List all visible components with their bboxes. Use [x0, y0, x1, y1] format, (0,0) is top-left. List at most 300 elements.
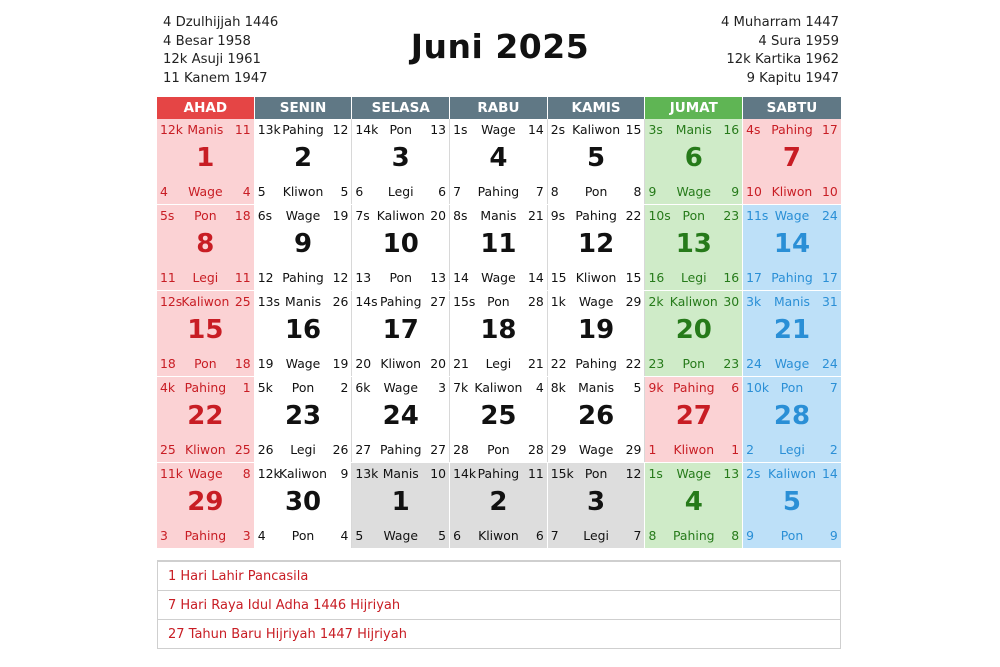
pasaran-name: Manis [285, 294, 322, 309]
javanese-day: 3 [438, 380, 447, 395]
hijri-day: 12s [160, 294, 183, 309]
day-cell-top-info [450, 208, 547, 225]
javanese-day: 17 [822, 122, 838, 137]
pasaran-secondary: Legi [290, 442, 316, 457]
hijri-day: 1s [453, 122, 468, 137]
day-cell-top-info [645, 122, 742, 139]
pasaran-secondary: Pahing [575, 356, 617, 371]
date-number: 23 [284, 401, 322, 431]
lunar-day: 17 [746, 270, 762, 285]
secondary-day: 26 [332, 442, 349, 457]
date-number: 13 [675, 229, 712, 259]
day-cell[interactable] [450, 205, 548, 290]
day-cell-bottom-info [157, 184, 254, 201]
lunar-day: 9 [648, 184, 657, 199]
day-cell-top-info [743, 122, 841, 139]
javanese-day: 15 [625, 122, 642, 137]
day-cell-top-info [743, 294, 841, 311]
lunar-day: 21 [453, 356, 469, 371]
pasaran-secondary: Kliwon [673, 442, 715, 457]
secondary-day: 5 [340, 184, 349, 199]
day-cell[interactable] [352, 119, 450, 204]
pasaran-name: Kaliwon [572, 122, 621, 137]
date-number: 6 [684, 143, 703, 173]
javanese-day: 11 [527, 466, 544, 481]
day-cell[interactable] [352, 377, 450, 462]
pasaran-secondary: Pon [584, 184, 608, 199]
day-cell[interactable] [352, 205, 450, 290]
secondary-day: 27 [430, 442, 447, 457]
pasaran-secondary: Pahing [771, 270, 813, 285]
date-number: 2 [293, 143, 313, 173]
day-cell[interactable] [450, 291, 548, 376]
day-cell-bottom-info [645, 356, 742, 373]
hijri-day: 5k [257, 380, 273, 395]
hijri-day: 14k [355, 122, 379, 137]
header-right-line: 12k Kartika 1962 [726, 52, 839, 68]
date-number: 19 [578, 315, 615, 345]
day-cell-bottom-info [450, 356, 547, 373]
day-cell[interactable] [645, 377, 743, 462]
pasaran-name: Wage [188, 466, 223, 481]
day-cell[interactable] [548, 377, 646, 462]
pasaran-name: Kaliwon [279, 466, 327, 481]
secondary-day: 12 [332, 270, 349, 285]
lunar-day: 24 [746, 356, 762, 371]
day-cell-top-info [450, 122, 547, 139]
secondary-day: 2 [829, 442, 838, 457]
secondary-day: 13 [430, 270, 447, 285]
day-cell-top-info [255, 466, 352, 483]
javanese-day: 28 [527, 294, 544, 309]
pasaran-secondary: Pon [682, 356, 706, 371]
date-number: 21 [773, 315, 811, 345]
pasaran-name: Pon [291, 380, 315, 395]
javanese-day: 8 [242, 466, 251, 481]
javanese-day: 20 [430, 208, 447, 223]
pasaran-name: Kaliwon [474, 380, 523, 395]
day-cell-bottom-info [255, 184, 352, 201]
day-cell-top-info [645, 208, 742, 225]
lunar-day: 6 [355, 184, 364, 199]
day-cell-bottom-info [645, 270, 742, 287]
hijri-day: 7k [453, 380, 469, 395]
pasaran-name: Kaliwon [669, 294, 718, 309]
secondary-day: 9 [731, 184, 740, 199]
secondary-day: 21 [527, 356, 544, 371]
lunar-day: 6 [453, 528, 461, 543]
day-cell-top-info [645, 294, 742, 311]
pasaran-secondary: Pon [780, 528, 804, 543]
lunar-day: 8 [550, 184, 559, 199]
calendar-week-row [157, 119, 841, 205]
lunar-day: 7 [550, 528, 559, 543]
javanese-day: 14 [527, 122, 544, 137]
date-number: 20 [675, 315, 712, 345]
date-number: 2 [489, 487, 508, 517]
day-cell-top-info [450, 466, 547, 483]
date-number: 5 [587, 143, 606, 173]
weekday-header-kamis: KAMIS [548, 97, 646, 119]
pasaran-name: Wage [481, 122, 516, 137]
date-number: 10 [382, 229, 419, 259]
pasaran-secondary: Kliwon [575, 270, 617, 285]
weekday-header-senin: SENIN [255, 97, 353, 119]
header-left-line: 11 Kanem 1947 [163, 70, 268, 86]
day-cell-bottom-info [548, 356, 645, 373]
pasaran-name: Pahing [771, 122, 813, 137]
pasaran-secondary: Legi [583, 528, 609, 543]
day-cell[interactable] [645, 119, 743, 204]
day-cell-top-info [157, 122, 254, 139]
pasaran-name: Pon [389, 122, 412, 137]
date-number: 29 [187, 487, 224, 517]
lunar-day: 3 [160, 528, 168, 543]
calendar-grid [157, 97, 841, 549]
javanese-day: 10 [430, 466, 447, 481]
hijri-day: 15k [550, 466, 574, 481]
pasaran-name: Pon [194, 208, 217, 223]
day-cell[interactable] [743, 119, 841, 204]
pasaran-name: Wage [676, 466, 712, 481]
lunar-day: 26 [257, 442, 274, 457]
calendar-week-row [157, 463, 841, 549]
day-cell-top-info [352, 380, 449, 397]
secondary-day: 22 [625, 356, 642, 371]
lunar-day: 16 [648, 270, 665, 285]
javanese-day: 29 [625, 294, 642, 309]
secondary-day: 7 [535, 184, 544, 199]
secondary-day: 3 [242, 528, 251, 543]
pasaran-name: Pahing [282, 122, 324, 137]
day-cell[interactable] [255, 291, 353, 376]
pasaran-name: Pon [780, 380, 804, 395]
secondary-day: 9 [829, 528, 838, 543]
day-cell[interactable] [157, 205, 255, 290]
day-cell-bottom-info [255, 528, 352, 545]
pasaran-secondary: Pahing [673, 528, 715, 543]
day-cell-bottom-info [450, 442, 547, 459]
date-number: 17 [382, 315, 419, 345]
day-cell-bottom-info [743, 442, 841, 459]
day-cell-top-info [157, 208, 254, 225]
secondary-day: 6 [438, 184, 447, 199]
pasaran-name: Wage [285, 208, 321, 223]
pasaran-name: Pon [682, 208, 706, 223]
pasaran-secondary: Pahing [477, 184, 520, 199]
pasaran-secondary: Pon [487, 442, 510, 457]
weekday-header-selasa: SELASA [352, 97, 450, 119]
day-cell[interactable] [645, 205, 743, 290]
javanese-day: 30 [723, 294, 740, 309]
pasaran-secondary: Pahing [282, 270, 324, 285]
day-cell[interactable] [743, 377, 841, 462]
date-number: 4 [684, 487, 703, 517]
hijri-day: 3s [648, 122, 663, 137]
day-cell-top-info [450, 294, 547, 311]
secondary-day: 29 [625, 442, 642, 457]
pasaran-name: Pon [487, 294, 510, 309]
holiday-item: 27 Tahun Baru Hijriyah 1447 Hijriyah [157, 620, 841, 649]
pasaran-secondary: Wage [285, 356, 321, 371]
pasaran-name: Manis [578, 380, 615, 395]
javanese-day: 7 [829, 380, 838, 395]
date-number: 18 [480, 315, 517, 345]
pasaran-name: Pahing [477, 466, 520, 481]
hijri-day: 5s [160, 208, 175, 223]
pasaran-secondary: Kliwon [771, 184, 813, 199]
day-cell-top-info [548, 466, 645, 483]
day-cell-top-info [352, 466, 449, 483]
hijri-day: 2s [746, 466, 761, 481]
date-number: 26 [578, 401, 615, 431]
day-cell-bottom-info [645, 528, 742, 545]
lunar-day: 25 [160, 442, 176, 457]
lunar-day: 5 [355, 528, 364, 543]
pasaran-secondary: Legi [192, 270, 219, 285]
day-cell-top-info [743, 380, 841, 397]
javanese-day: 25 [234, 294, 251, 309]
javanese-day: 22 [625, 208, 642, 223]
day-cell[interactable] [157, 119, 255, 204]
header-left-line: 4 Dzulhijjah 1446 [163, 15, 279, 30]
day-cell[interactable] [450, 463, 548, 548]
day-cell-bottom-info [255, 270, 352, 287]
date-number: 5 [782, 487, 802, 517]
day-cell-top-info [450, 380, 547, 397]
day-cell[interactable] [352, 463, 450, 548]
header-left-line: 4 Besar 1958 [163, 33, 251, 49]
javanese-day: 27 [430, 294, 447, 309]
date-number: 16 [284, 315, 322, 345]
day-cell[interactable] [450, 119, 548, 204]
day-cell-bottom-info [548, 442, 645, 459]
javanese-day: 11 [234, 122, 251, 137]
day-cell-top-info [255, 294, 352, 311]
pasaran-name: Wage [383, 380, 418, 395]
weekday-header-ahad: AHAD [157, 97, 255, 119]
date-number: 1 [196, 143, 215, 173]
pasaran-secondary: Legi [485, 356, 512, 371]
day-cell-bottom-info [352, 184, 449, 201]
hijri-javanese-end-info [721, 14, 839, 88]
secondary-day: 18 [234, 356, 251, 371]
lunar-day: 7 [453, 184, 461, 199]
date-number: 9 [293, 229, 313, 259]
day-cell[interactable] [743, 291, 841, 376]
hijri-day: 6k [355, 380, 371, 395]
day-cell[interactable] [548, 463, 646, 548]
date-number: 27 [675, 401, 712, 431]
header-left-line: 12k Asuji 1961 [163, 52, 261, 68]
day-cell-top-info [743, 466, 841, 483]
day-cell[interactable] [743, 463, 841, 548]
lunar-day: 12 [257, 270, 274, 285]
day-cell-bottom-info [450, 528, 547, 545]
header-right-line: 9 Kapitu 1947 [746, 70, 839, 86]
hijri-day: 2s [550, 122, 566, 137]
date-number: 7 [782, 143, 802, 173]
date-number: 8 [196, 229, 215, 259]
pasaran-secondary: Pahing [379, 442, 422, 457]
hijri-day: 10k [746, 380, 770, 395]
day-cell[interactable] [157, 463, 255, 548]
day-cell-bottom-info [645, 184, 742, 201]
hijri-day: 12k [160, 122, 183, 137]
secondary-day: 14 [527, 270, 544, 285]
secondary-day: 25 [234, 442, 251, 457]
date-number: 30 [284, 487, 322, 517]
day-cell-top-info [548, 122, 645, 139]
pasaran-name: Manis [675, 122, 712, 137]
day-cell-top-info [548, 208, 645, 225]
day-cell-bottom-info [548, 270, 645, 287]
pasaran-secondary: Kliwon [185, 442, 226, 457]
pasaran-secondary: Pon [194, 356, 217, 371]
lunar-day: 9 [746, 528, 755, 543]
day-cell-bottom-info [743, 528, 841, 545]
day-cell-bottom-info [157, 442, 254, 459]
lunar-day: 8 [648, 528, 657, 543]
lunar-day: 10 [746, 184, 762, 199]
pasaran-name: Pon [584, 466, 608, 481]
hijri-day: 8k [550, 380, 566, 395]
javanese-day: 5 [633, 380, 642, 395]
date-number: 24 [382, 401, 419, 431]
lunar-day: 13 [355, 270, 372, 285]
day-cell-top-info [352, 208, 449, 225]
lunar-day: 20 [355, 356, 372, 371]
pasaran-name: Pahing [379, 294, 422, 309]
javanese-day: 9 [340, 466, 349, 481]
day-cell[interactable] [255, 377, 353, 462]
day-cell-top-info [157, 380, 254, 397]
date-number: 3 [391, 143, 410, 173]
pasaran-name: Pahing [575, 208, 617, 223]
day-cell[interactable] [743, 205, 841, 290]
pasaran-secondary: Kliwon [282, 184, 324, 199]
pasaran-secondary: Legi [387, 184, 414, 199]
day-cell-bottom-info [645, 442, 742, 459]
secondary-day: 6 [535, 528, 544, 543]
holiday-item: 1 Hari Lahir Pancasila [157, 562, 841, 591]
secondary-day: 11 [234, 270, 251, 285]
javanese-day: 12 [332, 122, 349, 137]
secondary-day: 24 [822, 356, 838, 371]
javanese-day: 2 [340, 380, 349, 395]
hijri-javanese-start-info [163, 14, 278, 88]
weekday-header-sabtu: SABTU [743, 97, 841, 119]
day-cell-top-info [352, 122, 449, 139]
weekday-header-row [157, 97, 841, 119]
day-cell-bottom-info [157, 270, 254, 287]
secondary-day: 4 [242, 184, 251, 199]
hijri-day: 6s [257, 208, 273, 223]
day-cell[interactable] [645, 291, 743, 376]
lunar-day: 1 [648, 442, 657, 457]
secondary-day: 20 [430, 356, 447, 371]
hijri-day: 4s [746, 122, 761, 137]
day-cell[interactable] [548, 119, 646, 204]
hijri-day: 1k [550, 294, 566, 309]
secondary-day: 4 [340, 528, 349, 543]
day-cell-top-info [157, 466, 254, 483]
day-cell[interactable] [255, 205, 353, 290]
day-cell[interactable] [255, 119, 353, 204]
date-number: 22 [187, 401, 224, 431]
pasaran-name: Manis [187, 122, 224, 137]
day-cell-bottom-info [743, 270, 841, 287]
day-cell-bottom-info [157, 528, 254, 545]
day-cell[interactable] [450, 377, 548, 462]
javanese-day: 12 [625, 466, 642, 481]
lunar-day: 15 [550, 270, 567, 285]
javanese-day: 26 [332, 294, 349, 309]
lunar-day: 27 [355, 442, 372, 457]
date-number: 28 [773, 401, 811, 431]
day-cell-bottom-info [255, 442, 352, 459]
day-cell-top-info [157, 294, 254, 311]
day-cell-bottom-info [548, 184, 645, 201]
hijri-day: 2k [648, 294, 664, 309]
day-cell-top-info [645, 380, 742, 397]
pasaran-name: Manis [480, 208, 517, 223]
pasaran-name: Wage [774, 208, 810, 223]
javanese-day: 14 [822, 466, 838, 481]
javanese-day: 19 [332, 208, 349, 223]
secondary-day: 28 [527, 442, 544, 457]
secondary-day: 15 [625, 270, 642, 285]
day-cell-top-info [255, 208, 352, 225]
hijri-day: 15s [453, 294, 476, 309]
pasaran-secondary: Wage [481, 270, 516, 285]
pasaran-secondary: Kliwon [380, 356, 421, 371]
day-cell-bottom-info [352, 442, 449, 459]
day-cell-bottom-info [352, 528, 449, 545]
secondary-day: 10 [822, 184, 838, 199]
hijri-day: 4k [160, 380, 176, 395]
day-cell[interactable] [352, 291, 450, 376]
pasaran-name: Kaliwon [181, 294, 230, 309]
header-right-line: 4 Sura 1959 [758, 33, 839, 49]
day-cell[interactable] [548, 205, 646, 290]
holiday-item: 7 Hari Raya Idul Adha 1446 Hijriyah [157, 591, 841, 620]
hijri-day: 3k [746, 294, 762, 309]
day-cell[interactable] [548, 291, 646, 376]
day-cell-bottom-info [352, 356, 449, 373]
javanese-day: 1 [242, 380, 251, 395]
lunar-day: 11 [160, 270, 176, 285]
day-cell[interactable] [645, 463, 743, 548]
calendar-week-row [157, 291, 841, 377]
day-cell[interactable] [157, 291, 255, 376]
secondary-day: 7 [633, 528, 642, 543]
secondary-day: 19 [332, 356, 349, 371]
day-cell-top-info [548, 380, 645, 397]
pasaran-name: Manis [382, 466, 419, 481]
day-cell-top-info [255, 380, 352, 397]
day-cell-top-info [743, 208, 841, 225]
day-cell[interactable] [255, 463, 353, 548]
date-number: 1 [391, 487, 410, 517]
pasaran-secondary: Wage [383, 528, 418, 543]
day-cell-bottom-info [255, 356, 352, 373]
day-cell[interactable] [157, 377, 255, 462]
day-cell-bottom-info [450, 270, 547, 287]
date-number: 4 [489, 143, 508, 173]
javanese-day: 23 [723, 208, 740, 223]
day-cell-bottom-info [352, 270, 449, 287]
